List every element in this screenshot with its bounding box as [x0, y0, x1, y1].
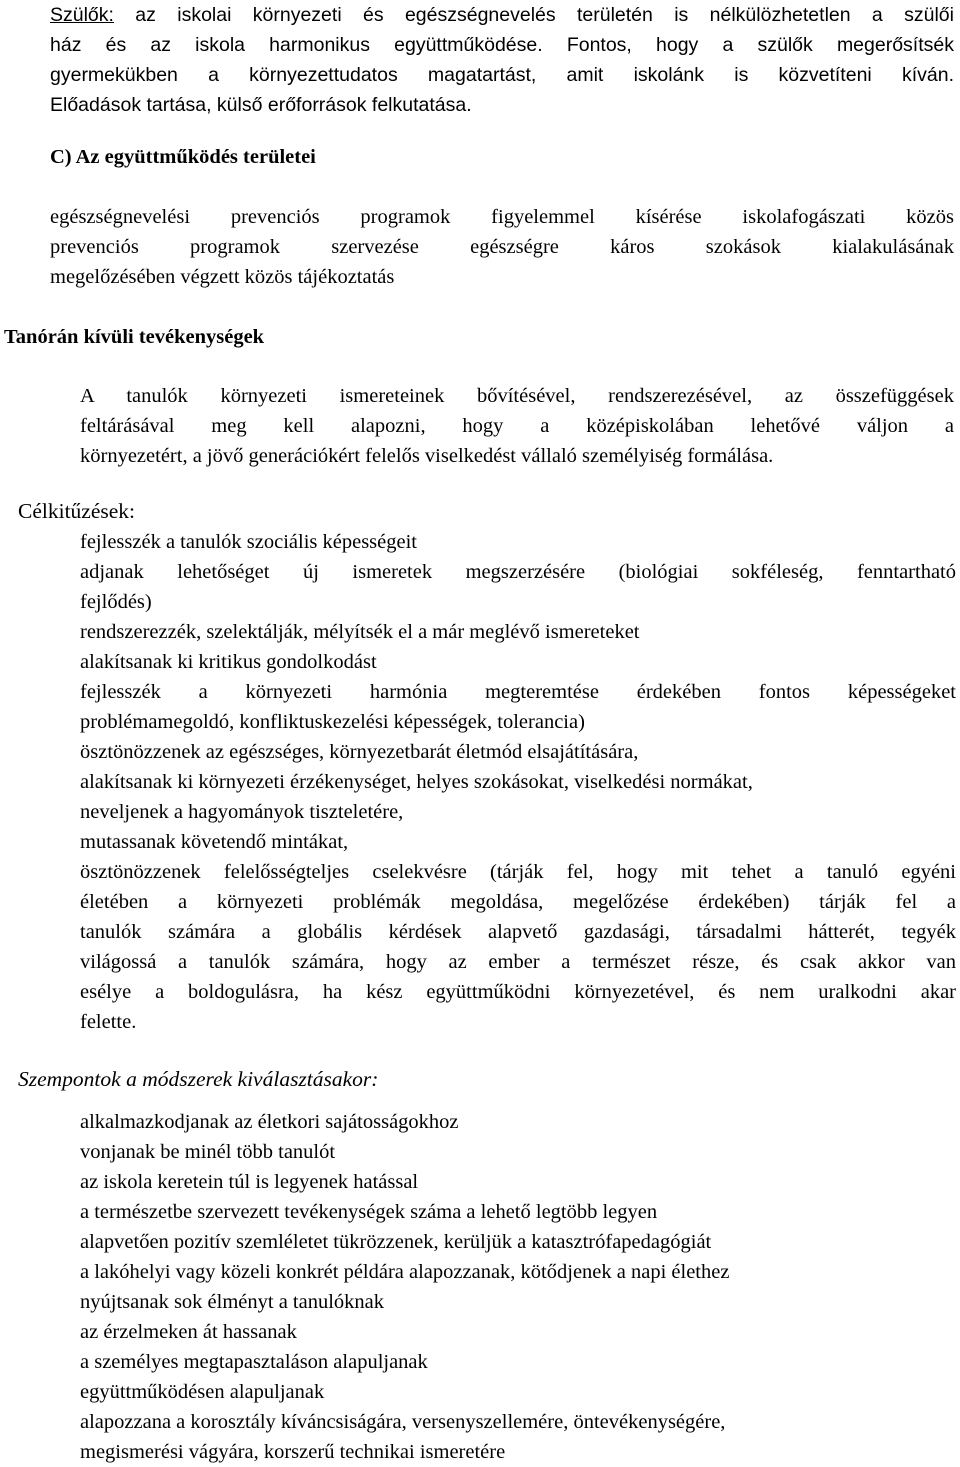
method-item: alapozzana a korosztály kíváncsiságára, versenyszellemére, öntevékenységére,	[80, 1411, 726, 1433]
goal-item: fejlesszék a tanulók szociális képességeit	[80, 531, 417, 553]
goal-item: fejlődés)	[80, 591, 152, 613]
method-item: megismerési vágyára, korszerű technikai ismeretére	[80, 1441, 506, 1463]
method-item: a természetbe szervezett tevékenységek száma a lehető legtöbb legyen	[80, 1201, 658, 1223]
section-c-heading: C) Az együttműködés területei	[50, 146, 316, 168]
section-c-line: egészségnevelési prevenciós programok figyelemmel kísérése iskolafogászati közös	[50, 206, 954, 228]
goal-item: felette.	[80, 1011, 137, 1033]
goal-item: alakítsanak ki kritikus gondolkodást	[80, 651, 377, 673]
method-item: együttműködésen alapuljanak	[80, 1381, 325, 1403]
goal-item: mutassanak követendő mintákat,	[80, 831, 349, 853]
goal-item: fejlesszék a környezeti harmónia megteremtése érdekében fontos képességeket	[80, 681, 956, 703]
goal-item: adjanak lehetőséget új ismeretek megszerzésére (biológiai sokféleség, fenntartható	[80, 561, 956, 583]
goal-item: problémamegoldó, konfliktuskezelési képességek, tolerancia)	[80, 711, 585, 733]
parents-line-2: ház és az iskola harmonikus együttműködése. Fontos, hogy a szülők megerősítsék	[50, 34, 954, 56]
method-item: nyújtsanak sok élményt a tanulóknak	[80, 1291, 385, 1313]
parents-paragraph	[50, 0, 954, 120]
method-item: az iskola keretein túl is legyenek hatással	[80, 1171, 419, 1193]
extracurricular-heading: Tanórán kívüli tevékenységek	[4, 326, 265, 348]
goal-item: életében a környezeti problémák megoldása, megelőzése érdekében) tárják fel a	[80, 891, 956, 913]
section-c-line: prevenciós programok szervezése egészségre káros szokások kialakulásának	[50, 236, 954, 258]
goals-list	[80, 527, 956, 1037]
extracurricular-line: környezetért, a jövő generációkért felelős viselkedést vállaló személyiség formálása.	[80, 445, 774, 467]
methods-heading: Szempontok a módszerek kiválasztásakor:	[18, 1067, 379, 1091]
goal-item: világossá a tanulók számára, hogy az ember a természet része, és csak akkor van	[80, 951, 956, 973]
goal-item: rendszerezzék, szelektálják, mélyítsék el a már meglévő ismereteket	[80, 621, 640, 643]
extracurricular-line: A tanulók környezeti ismereteinek bővítésével, rendszerezésével, az összefüggések	[80, 385, 954, 407]
extracurricular-line: feltárásával meg kell alapozni, hogy a középiskolában lehetővé váljon a	[80, 415, 954, 437]
goal-item: alakítsanak ki környezeti érzékenységet, helyes szokásokat, viselkedési normákat,	[80, 771, 753, 793]
methods-list	[80, 1107, 956, 1467]
goal-item: ösztönözzenek felelősségteljes cselekvésre (tárják fel, hogy mit tehet a tanuló egyéni	[80, 861, 956, 883]
parents-line-4: Előadások tartása, külső erőforrások felkutatása.	[50, 94, 472, 116]
section-c-line: megelőzésében végzett közös tájékoztatás	[50, 266, 395, 288]
goal-item: neveljenek a hagyományok tiszteletére,	[80, 801, 404, 823]
section-c-body	[50, 202, 954, 292]
parents-label: Szülők:	[50, 4, 114, 26]
goals-heading: Célkitűzések:	[18, 499, 136, 523]
method-item: a személyes megtapasztaláson alapuljanak	[80, 1351, 428, 1373]
goal-item: esélye a boldogulásra, ha kész együttműködni környezetével, és nem uralkodni akar	[80, 981, 956, 1003]
goal-item: ösztönözzenek az egészséges, környezetbarát életmód elsajátítására,	[80, 741, 639, 763]
parents-line-3: gyermekükben a környezettudatos magatartást, amit iskolánk is közvetíteni kíván.	[50, 64, 954, 86]
method-item: a lakóhelyi vagy közeli konkrét példára alapozzanak, kötődjenek a napi élethez	[80, 1261, 730, 1283]
method-item: vonjanak be minél több tanulót	[80, 1141, 336, 1163]
goal-item: tanulók számára a globális kérdések alapvető gazdasági, társadalmi hátterét, tegyék	[80, 921, 956, 943]
method-item: alkalmazkodjanak az életkori sajátosságokhoz	[80, 1111, 459, 1133]
method-item: az érzelmeken át hassanak	[80, 1321, 297, 1343]
method-item: alapvetően pozitív szemléletet tükrözzenek, kerüljük a katasztrófapedagógiát	[80, 1231, 712, 1253]
parents-line-1: Szülők: az iskolai környezeti és egészségnevelés területén is nélkülözhetetlen a szülői	[50, 4, 954, 26]
extracurricular-body	[80, 381, 954, 471]
